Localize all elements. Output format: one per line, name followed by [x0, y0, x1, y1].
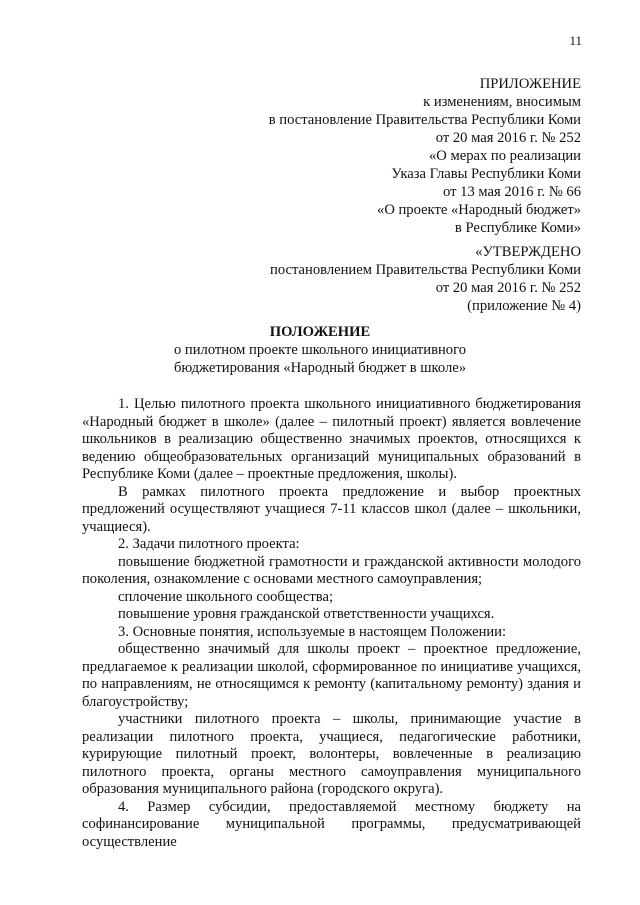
approved-line: от 20 мая 2016 г. № 252 — [435, 280, 581, 296]
appendix-line: от 13 мая 2016 г. № 66 — [443, 184, 581, 200]
approved-line: «УТВЕРЖДЕНО — [475, 244, 581, 260]
document-heading — [0, 323, 640, 377]
appendix-line: в постановление Правительства Республики Коми — [268, 112, 581, 128]
appendix-line: «О мерах по реализации — [429, 148, 581, 164]
approved-line: постановлением Правительства Республики Коми — [270, 262, 581, 278]
body-paragraph: В рамках пилотного проекта предложение и выбор проектных предложений осуществляют учащиеся 7-11 классов школ (далее – школьники, учащиеся). — [82, 483, 581, 535]
body-paragraph: сплочение школьного сообщества; — [118, 588, 334, 605]
appendix-line: к изменениям, вносимым — [423, 94, 581, 110]
body-paragraph: 3. Основные понятия, используемые в настоящем Положении: — [118, 623, 507, 640]
document-subtitle-line: о пилотном проекте школьного инициативного — [173, 342, 467, 358]
document-subtitle-line: бюджетирования «Народный бюджет в школе» — [174, 360, 466, 376]
body-paragraph: повышение уровня гражданской ответственности учащихся. — [118, 606, 495, 622]
body-paragraph: повышение бюджетной грамотности и гражданской активности молодого поколения, ознакомление с основами местного самоуправления; — [82, 553, 581, 587]
appendix-line: Указа Главы Республики Коми — [391, 166, 581, 182]
page-number: 11 — [569, 33, 582, 48]
document-title: ПОЛОЖЕНИЕ — [269, 324, 371, 340]
document-body — [82, 396, 581, 851]
body-paragraph: 2. Задачи пилотного проекта: — [118, 536, 300, 552]
appendix-line: ПРИЛОЖЕНИЕ — [479, 76, 581, 92]
approved-header — [270, 243, 581, 315]
appendix-header — [269, 75, 581, 237]
body-paragraph: участники пилотного проекта – школы, принимающие участие в реализации пилотного проекта, учащиеся, педагогические работники, курирующие пилотный проект, волонтеры, вовлеченные в реализацию пилотного проекта, органы местного самоуправления муниципального образования муниципального района (городского округа). — [82, 711, 581, 797]
body-paragraph: общественно значимый для школы проект – проектное предложение, предлагаемое к реализации школой, сформированное по инициативе учащихся, по направлениям, не относящимся к ремонту (капитальному ремонту) здания и благоустройству; — [82, 641, 581, 710]
body-paragraph: 1. Целью пилотного проекта школьного инициативного бюджетирования «Народный бюджет в школе» (далее – пилотный проект) является вовлечение школьников в реализацию общественно значимых проектов, относящихся к ведению общеобразовательных организаций муниципальных образований в Республике Коми (далее – проектные предложения, школы). — [82, 396, 581, 482]
approved-line: (приложение № 4) — [467, 298, 581, 314]
appendix-line: в Республике Коми» — [454, 220, 581, 236]
body-paragraph: 4. Размер субсидии, предоставляемой местному бюджету на софинансирование муниципальной программы, предусматривающей осуществление — [82, 798, 581, 850]
appendix-line: от 20 мая 2016 г. № 252 — [435, 130, 581, 146]
appendix-line: «О проекте «Народный бюджет» — [377, 202, 581, 218]
